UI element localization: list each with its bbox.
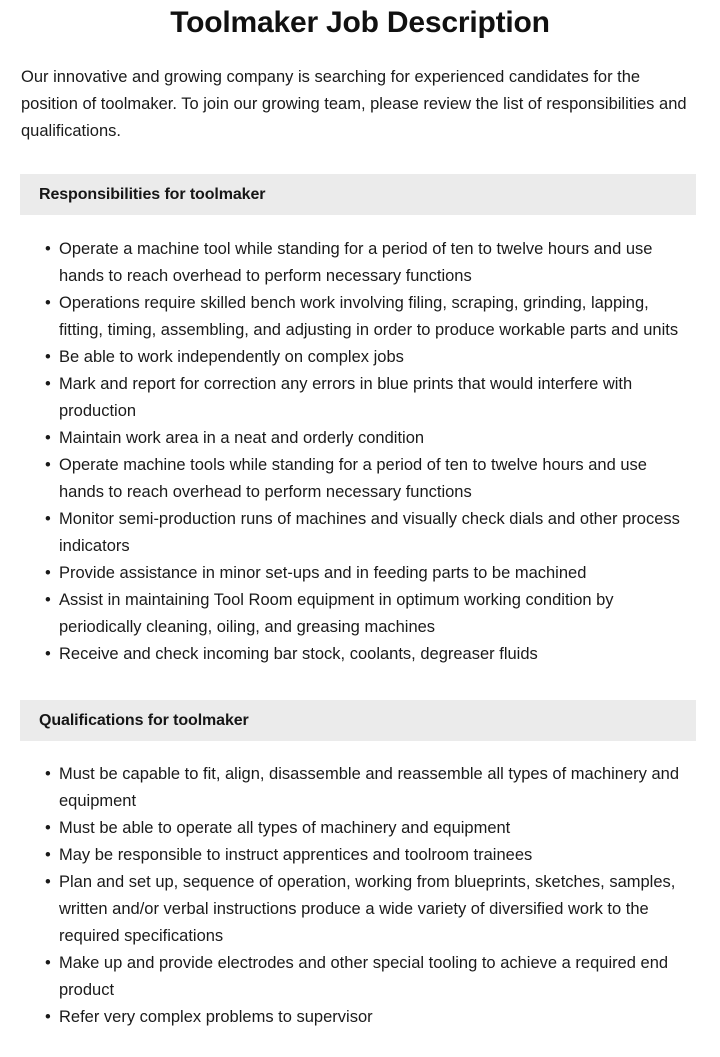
section-header-responsibilities	[20, 174, 696, 215]
list-item: • Must be able to operate all types of machinery and equipment	[0, 815, 720, 842]
list-item: • Plan and set up, sequence of operation, working from blueprints, sketches, samples, written and/or verbal instructions produce a wide variety of diversified work to the required specifications	[0, 869, 720, 950]
list-item: • Refer very complex problems to supervisor	[0, 1004, 720, 1031]
list-item: • Operate a machine tool while standing for a period of ten to twelve hours and use hands to reach overhead to perform necessary functions	[0, 236, 720, 290]
list-item: • Maintain work area in a neat and orderly condition	[0, 425, 720, 452]
list-item: • Assist in maintaining Tool Room equipment in optimum working condition by periodically cleaning, oiling, and greasing machines	[0, 587, 720, 641]
list-item: • Monitor semi-production runs of machines and visually check dials and other process indicators	[0, 506, 720, 560]
list-item: • Must be capable to fit, align, disassemble and reassemble all types of machinery and equipment	[0, 761, 720, 815]
list-item: • Receive and check incoming bar stock, coolants, degreaser fluids	[0, 641, 720, 668]
list-item: • May be responsible to instruct apprentices and toolroom trainees	[0, 842, 720, 869]
section-heading-label: Responsibilities for toolmaker	[39, 185, 266, 203]
list-item: • Operate machine tools while standing for a period of ten to twelve hours and use hands to reach overhead to perform necessary functions	[0, 452, 720, 506]
qualifications-list	[0, 741, 720, 1031]
list-item: • Make up and provide electrodes and other special tooling to achieve a required end product	[0, 950, 720, 1004]
responsibilities-list	[0, 215, 720, 668]
section-header-qualifications	[20, 700, 696, 741]
list-item: • Be able to work independently on complex jobs	[0, 344, 720, 371]
section-heading-label: Qualifications for toolmaker	[39, 711, 249, 729]
list-item: • Operations require skilled bench work involving filing, scraping, grinding, lapping, fitting, timing, assembling, and adjusting in order to produce workable parts and units	[0, 290, 720, 344]
list-item: • Provide assistance in minor set-ups and in feeding parts to be machined	[0, 560, 720, 587]
list-item: • Mark and report for correction any errors in blue prints that would interfere with production	[0, 371, 720, 425]
page-title: Toolmaker Job Description	[170, 6, 550, 39]
intro-paragraph: Our innovative and growing company is searching for experienced candidates for the position of toolmaker. To join our growing team, please review the list of responsibilities and qualifications.	[21, 68, 687, 140]
